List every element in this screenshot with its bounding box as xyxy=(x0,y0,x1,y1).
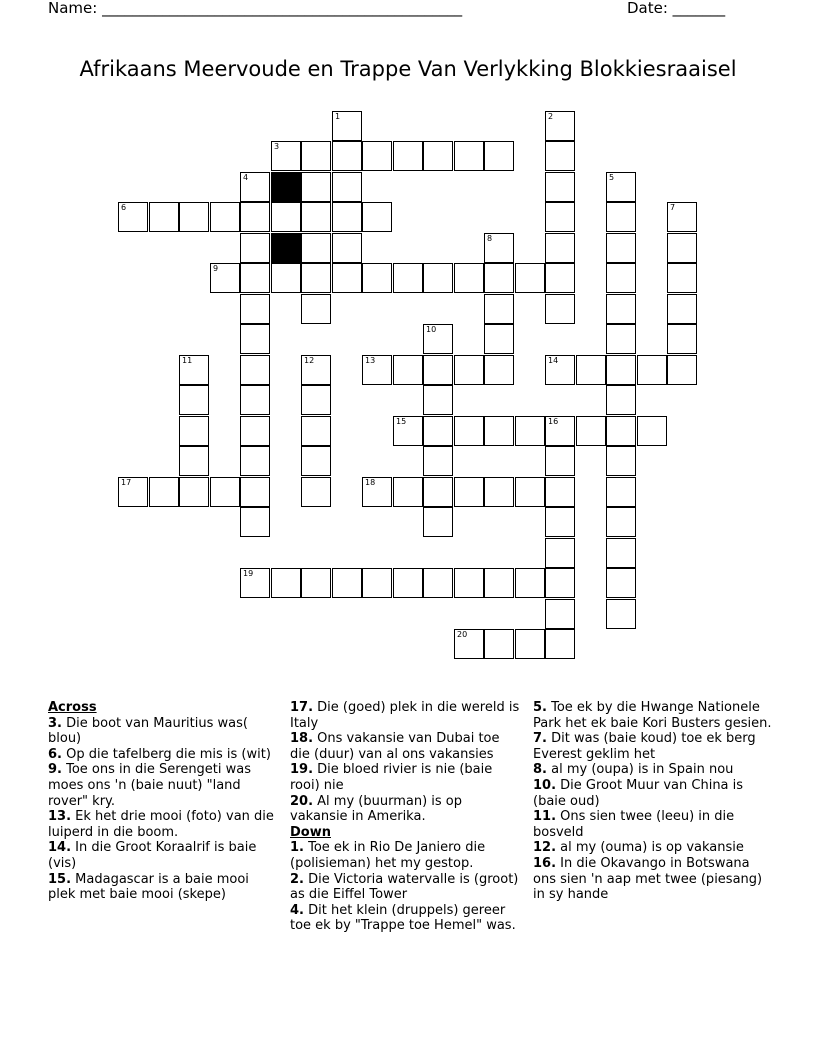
grid-cell[interactable] xyxy=(240,416,270,446)
grid-cell[interactable] xyxy=(484,233,514,263)
clue-item-text: Dit het klein (druppels) gereer toe ek by "Trappe toe Hemel" was. xyxy=(290,902,516,934)
clue-item-number: 11. xyxy=(533,809,557,825)
grid-cell[interactable] xyxy=(545,202,575,232)
grid-cell[interactable] xyxy=(545,141,575,171)
grid-cell[interactable] xyxy=(576,416,606,446)
clue-number: 15 xyxy=(396,417,407,426)
grid-cell[interactable] xyxy=(637,416,667,446)
grid-cell[interactable] xyxy=(545,568,575,598)
clue-item xyxy=(290,700,520,731)
grid-cell[interactable] xyxy=(484,477,514,507)
grid-cell[interactable] xyxy=(667,355,697,385)
clue-item xyxy=(290,840,520,871)
clue-item-number: 20. xyxy=(290,793,314,809)
grid-cell[interactable] xyxy=(332,202,362,232)
grid-cell[interactable] xyxy=(545,172,575,202)
clue-item-number: 2. xyxy=(290,871,304,887)
clue-item xyxy=(533,731,773,762)
clue-number: 5 xyxy=(609,173,615,182)
grid-cell[interactable] xyxy=(332,111,362,141)
clue-item xyxy=(48,716,280,747)
grid-cell[interactable] xyxy=(484,294,514,324)
grid-cell[interactable] xyxy=(545,477,575,507)
clue-number: 16 xyxy=(548,417,559,426)
clue-item xyxy=(533,856,773,903)
grid-cell[interactable] xyxy=(332,568,362,598)
clue-number: 6 xyxy=(121,203,127,212)
grid-cell[interactable] xyxy=(240,324,270,354)
grid-cell[interactable] xyxy=(240,355,270,385)
grid-cell[interactable] xyxy=(362,263,392,293)
grid-cell[interactable] xyxy=(271,568,301,598)
grid-cell[interactable] xyxy=(393,263,423,293)
clue-item xyxy=(48,747,280,763)
black-cell xyxy=(271,233,301,263)
clue-number: 19 xyxy=(243,569,254,578)
grid-cell[interactable] xyxy=(423,416,453,446)
grid-cell[interactable] xyxy=(454,416,484,446)
clue-item-text: Die boot van Mauritius was( blou) xyxy=(48,715,248,747)
grid-cell[interactable] xyxy=(606,477,636,507)
grid-cell[interactable] xyxy=(606,172,636,202)
grid-cell[interactable] xyxy=(454,568,484,598)
grid-cell[interactable] xyxy=(271,263,301,293)
grid-cell[interactable] xyxy=(545,629,575,659)
grid-cell[interactable] xyxy=(545,233,575,263)
clues-column-1 xyxy=(48,700,280,903)
clue-number: 9 xyxy=(213,264,219,273)
grid-cell[interactable] xyxy=(210,477,240,507)
clue-item xyxy=(533,700,773,731)
clue-number: 11 xyxy=(182,356,193,365)
clues-column-3 xyxy=(533,700,773,903)
grid-cell[interactable] xyxy=(393,477,423,507)
grid-cell[interactable] xyxy=(606,263,636,293)
grid-cell[interactable] xyxy=(301,477,331,507)
grid-cell[interactable] xyxy=(301,294,331,324)
clue-item-number: 15. xyxy=(48,871,72,887)
clue-number: 8 xyxy=(487,234,493,243)
grid-cell[interactable] xyxy=(362,568,392,598)
grid-cell[interactable] xyxy=(301,141,331,171)
grid-cell[interactable] xyxy=(454,141,484,171)
clue-item xyxy=(290,903,520,934)
grid-cell[interactable] xyxy=(240,385,270,415)
clue-item-number: 3. xyxy=(48,715,62,731)
clue-item xyxy=(533,840,773,856)
grid-cell[interactable] xyxy=(423,477,453,507)
grid-cell[interactable] xyxy=(423,141,453,171)
across-clue-list xyxy=(48,716,280,903)
clue-number: 14 xyxy=(548,356,559,365)
grid-cell[interactable] xyxy=(240,446,270,476)
clue-item xyxy=(48,762,280,809)
clue-item-text: Al my (buurman) is op vakansie in Amerika. xyxy=(290,793,463,825)
down-clue-list xyxy=(290,840,520,934)
grid-cell[interactable] xyxy=(606,355,636,385)
grid-cell[interactable] xyxy=(301,385,331,415)
grid-cell[interactable] xyxy=(515,416,545,446)
grid-cell[interactable] xyxy=(454,263,484,293)
grid-cell[interactable] xyxy=(423,568,453,598)
clue-number: 3 xyxy=(274,142,280,151)
grid-cell[interactable] xyxy=(118,477,148,507)
grid-cell[interactable] xyxy=(606,568,636,598)
date-field-label: Date: _______ xyxy=(627,0,726,17)
grid-cell[interactable] xyxy=(545,446,575,476)
grid-cell[interactable] xyxy=(484,263,514,293)
grid-cell[interactable] xyxy=(545,355,575,385)
grid-cell[interactable] xyxy=(545,111,575,141)
clue-item xyxy=(533,762,773,778)
grid-cell[interactable] xyxy=(484,355,514,385)
clue-number: 1 xyxy=(335,112,341,121)
clue-number: 20 xyxy=(457,630,468,639)
grid-cell[interactable] xyxy=(606,446,636,476)
grid-cell[interactable] xyxy=(667,294,697,324)
grid-cell[interactable] xyxy=(332,172,362,202)
clue-item-number: 6. xyxy=(48,746,62,762)
grid-cell[interactable] xyxy=(240,568,270,598)
clue-item-text: Toe ek in Rio De Janiero die (polisieman) het my gestop. xyxy=(290,840,486,871)
grid-cell[interactable] xyxy=(515,629,545,659)
clue-item-number: 10. xyxy=(533,777,557,793)
grid-cell[interactable] xyxy=(423,263,453,293)
grid-cell[interactable] xyxy=(423,446,453,476)
grid-cell[interactable] xyxy=(606,233,636,263)
clue-number: 10 xyxy=(426,325,437,334)
grid-cell[interactable] xyxy=(393,141,423,171)
grid-cell[interactable] xyxy=(149,477,179,507)
grid-cell[interactable] xyxy=(301,263,331,293)
grid-cell[interactable] xyxy=(545,507,575,537)
clue-item-number: 18. xyxy=(290,731,314,747)
clue-number: 2 xyxy=(548,112,554,121)
clue-item-text: Madagascar is a baie mooi plek met baie mooi (skepe) xyxy=(48,871,249,903)
grid-cell[interactable] xyxy=(393,355,423,385)
grid-cell[interactable] xyxy=(179,385,209,415)
grid-cell[interactable] xyxy=(515,263,545,293)
clue-item-text: al my (oupa) is in Spain nou xyxy=(546,762,734,778)
grid-cell[interactable] xyxy=(545,263,575,293)
clue-item-number: 17. xyxy=(290,700,314,715)
grid-cell[interactable] xyxy=(484,141,514,171)
grid-cell[interactable] xyxy=(179,202,209,232)
clue-item-text: Die bloed rivier is nie (baie rooi) nie xyxy=(290,762,493,793)
clue-item-text: Die Groot Muur van China is (baie oud) xyxy=(533,777,744,809)
grid-cell[interactable] xyxy=(179,355,209,385)
clue-item xyxy=(533,778,773,809)
grid-cell[interactable] xyxy=(545,538,575,568)
grid-cell[interactable] xyxy=(393,416,423,446)
grid-cell[interactable] xyxy=(484,629,514,659)
clue-item xyxy=(290,762,520,793)
name-field-label: Name: ________________________________________________ xyxy=(48,0,463,17)
grid-cell[interactable] xyxy=(545,294,575,324)
grid-cell[interactable] xyxy=(179,416,209,446)
clue-item-text: Toe ons in die Serengeti was moes ons 'n (baie nuut) "land rover" kry. xyxy=(48,762,252,809)
grid-cell[interactable] xyxy=(606,416,636,446)
grid-cell[interactable] xyxy=(240,294,270,324)
grid-cell[interactable] xyxy=(362,477,392,507)
clue-item-number: 5. xyxy=(533,700,547,715)
grid-cell[interactable] xyxy=(301,172,331,202)
grid-cell[interactable] xyxy=(332,263,362,293)
clues-column-2 xyxy=(290,700,520,934)
grid-cell[interactable] xyxy=(454,355,484,385)
grid-cell[interactable] xyxy=(362,355,392,385)
grid-cell[interactable] xyxy=(484,324,514,354)
grid-cell[interactable] xyxy=(179,446,209,476)
grid-cell[interactable] xyxy=(301,568,331,598)
clue-item-text: In die Okavango in Botswana ons sien 'n aap met twee (piesang) in sy hande xyxy=(533,855,763,903)
grid-cell[interactable] xyxy=(454,477,484,507)
grid-cell[interactable] xyxy=(240,202,270,232)
clue-item xyxy=(290,794,520,825)
grid-cell[interactable] xyxy=(240,263,270,293)
grid-cell[interactable] xyxy=(210,202,240,232)
clue-item-number: 4. xyxy=(290,902,304,918)
grid-cell[interactable] xyxy=(545,416,575,446)
clue-item-text: Ons vakansie van Dubai toe die (duur) van al ons vakansies xyxy=(290,731,500,762)
clue-item-number: 16. xyxy=(533,855,557,871)
across-clue-list-continued xyxy=(290,700,520,825)
puzzle-title: Afrikaans Meervoude en Trappe Van Verlykking Blokkiesraaisel xyxy=(79,57,737,81)
clue-item xyxy=(290,731,520,762)
grid-cell[interactable] xyxy=(393,568,423,598)
grid-cell[interactable] xyxy=(515,568,545,598)
clue-item-text: In die Groot Koraalrif is baie (vis) xyxy=(48,840,257,871)
grid-cell[interactable] xyxy=(484,568,514,598)
clue-item xyxy=(48,809,280,840)
clue-number: 4 xyxy=(243,173,249,182)
across-heading: Across xyxy=(48,700,97,715)
grid-cell[interactable] xyxy=(606,385,636,415)
grid-cell[interactable] xyxy=(423,507,453,537)
clue-number: 18 xyxy=(365,478,376,487)
grid-cell[interactable] xyxy=(545,599,575,629)
grid-cell[interactable] xyxy=(301,416,331,446)
clue-number: 13 xyxy=(365,356,376,365)
clue-item xyxy=(533,809,773,840)
clue-item-text: Dit was (baie koud) toe ek berg Everest geklim het xyxy=(533,731,756,762)
clue-item-number: 14. xyxy=(48,840,72,856)
grid-cell[interactable] xyxy=(271,202,301,232)
grid-cell[interactable] xyxy=(332,233,362,263)
grid-cell[interactable] xyxy=(667,233,697,263)
clue-item-text: Die Victoria watervalle is (groot) as die Eiffel Tower xyxy=(290,871,519,903)
clue-item-number: 13. xyxy=(48,809,72,825)
clue-item-number: 8. xyxy=(533,762,547,778)
clue-item-text: Toe ek by die Hwange Nationele Park het ek baie Kori Busters gesien. xyxy=(533,700,772,731)
grid-cell[interactable] xyxy=(423,355,453,385)
grid-cell[interactable] xyxy=(606,294,636,324)
clue-item-text: Op die tafelberg die mis is (wit) xyxy=(61,746,271,762)
grid-cell[interactable] xyxy=(301,446,331,476)
grid-cell[interactable] xyxy=(606,538,636,568)
grid-cell[interactable] xyxy=(362,202,392,232)
grid-cell[interactable] xyxy=(606,599,636,629)
grid-cell[interactable] xyxy=(606,202,636,232)
grid-cell[interactable] xyxy=(423,324,453,354)
clue-item xyxy=(48,872,280,903)
grid-cell[interactable] xyxy=(454,629,484,659)
grid-cell[interactable] xyxy=(149,202,179,232)
grid-cell[interactable] xyxy=(210,263,240,293)
grid-cell[interactable] xyxy=(118,202,148,232)
clue-item-number: 9. xyxy=(48,762,62,778)
grid-cell[interactable] xyxy=(301,355,331,385)
clue-item-number: 12. xyxy=(533,840,557,856)
clue-item-text: Die (goed) plek in die wereld is Italy xyxy=(290,700,520,731)
grid-cell[interactable] xyxy=(606,324,636,354)
grid-cell[interactable] xyxy=(240,172,270,202)
grid-cell[interactable] xyxy=(637,355,667,385)
grid-cell[interactable] xyxy=(606,507,636,537)
clue-number: 7 xyxy=(670,203,676,212)
clue-item-text: al my (ouma) is op vakansie xyxy=(556,840,744,856)
black-cell xyxy=(271,172,301,202)
clue-item-number: 19. xyxy=(290,762,314,778)
grid-cell[interactable] xyxy=(179,477,209,507)
grid-cell[interactable] xyxy=(271,141,301,171)
down-heading: Down xyxy=(290,824,331,840)
grid-cell[interactable] xyxy=(301,202,331,232)
grid-cell[interactable] xyxy=(576,355,606,385)
grid-cell[interactable] xyxy=(667,263,697,293)
clue-number: 12 xyxy=(304,356,315,365)
clue-item xyxy=(290,872,520,903)
grid-cell[interactable] xyxy=(301,233,331,263)
grid-cell[interactable] xyxy=(667,324,697,354)
clue-item-number: 7. xyxy=(533,731,547,747)
clue-item-number: 1. xyxy=(290,840,304,856)
clue-item-text: Ek het drie mooi (foto) van die luiperd in die boom. xyxy=(48,809,274,840)
down-clue-list-continued xyxy=(533,700,773,903)
clue-number: 17 xyxy=(121,478,132,487)
clue-item xyxy=(48,840,280,871)
grid-cell[interactable] xyxy=(362,141,392,171)
grid-cell[interactable] xyxy=(240,233,270,263)
grid-cell[interactable] xyxy=(240,507,270,537)
clue-item-text: Ons sien twee (leeu) in die bosveld xyxy=(533,809,735,840)
grid-cell[interactable] xyxy=(484,416,514,446)
grid-cell[interactable] xyxy=(423,385,453,415)
grid-cell[interactable] xyxy=(515,477,545,507)
grid-cell[interactable] xyxy=(667,202,697,232)
grid-cell[interactable] xyxy=(332,141,362,171)
grid-cell[interactable] xyxy=(240,477,270,507)
